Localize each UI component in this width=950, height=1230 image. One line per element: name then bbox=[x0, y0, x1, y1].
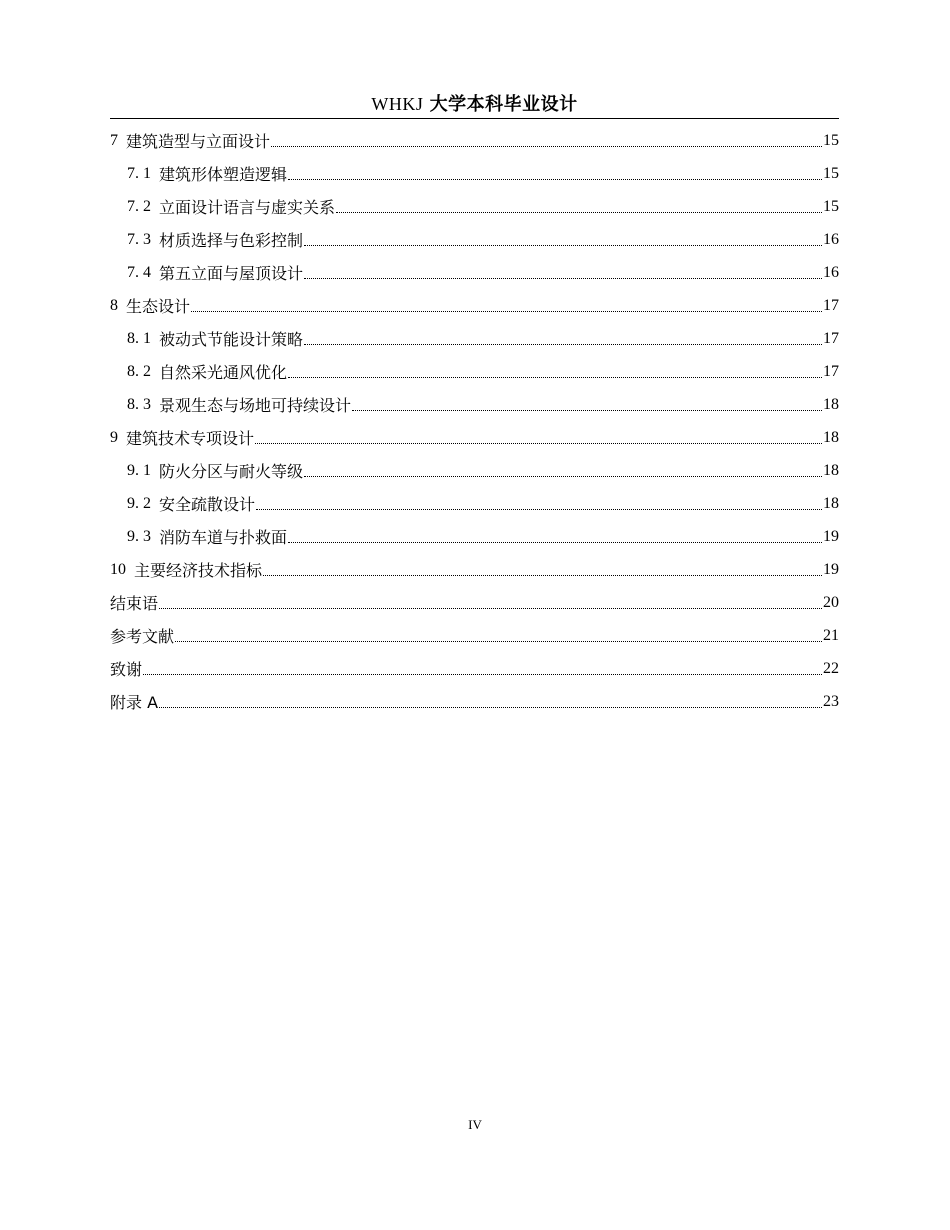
toc-entry[interactable] bbox=[110, 289, 839, 322]
toc-dot-leader bbox=[304, 245, 822, 246]
toc-entry-page: 17 bbox=[823, 362, 839, 380]
toc-entry-page: 18 bbox=[823, 395, 839, 413]
toc-entry[interactable] bbox=[110, 421, 839, 454]
page-header bbox=[110, 90, 839, 119]
header-title-latin: WHKJ bbox=[371, 94, 424, 114]
toc-entry-title: 建筑技术专项设计 bbox=[126, 429, 255, 448]
toc-entry-number: 7. 1 bbox=[127, 164, 151, 182]
toc-entry-title: 生态设计 bbox=[126, 297, 191, 316]
toc-entry-title: 参考文献 bbox=[110, 627, 175, 646]
header-title bbox=[371, 94, 577, 115]
toc-entry-number: 7 bbox=[110, 131, 118, 149]
toc-dot-leader bbox=[255, 443, 822, 444]
toc-dot-leader bbox=[288, 542, 822, 543]
toc-entry[interactable] bbox=[110, 520, 839, 553]
toc-entry-page: 16 bbox=[823, 230, 839, 248]
toc-entry-title: 主要经济技术指标 bbox=[134, 561, 263, 580]
toc-entry-number: 9. 2 bbox=[127, 494, 151, 512]
toc-dot-leader bbox=[304, 476, 822, 477]
toc-dot-leader bbox=[175, 641, 822, 642]
toc-entry[interactable] bbox=[110, 487, 839, 520]
toc-entry-title: 建筑形体塑造逻辑 bbox=[159, 165, 288, 184]
toc-entry[interactable] bbox=[110, 619, 839, 652]
toc-dot-leader bbox=[288, 377, 822, 378]
toc-entry[interactable] bbox=[110, 652, 839, 685]
toc-entry-title: 被动式节能设计策略 bbox=[159, 330, 304, 349]
toc-entry-page: 16 bbox=[823, 263, 839, 281]
toc-entry-page: 18 bbox=[823, 428, 839, 446]
toc-entry-number: 9 bbox=[110, 428, 118, 446]
toc-entry-title: 附录 A bbox=[110, 693, 159, 712]
toc-entry[interactable] bbox=[110, 454, 839, 487]
toc-entry-page: 19 bbox=[823, 560, 839, 578]
toc-dot-leader bbox=[159, 608, 822, 609]
toc-entry-number: 8. 1 bbox=[127, 329, 151, 347]
toc-entry-page: 15 bbox=[823, 164, 839, 182]
toc-entry-title: 建筑造型与立面设计 bbox=[126, 132, 271, 151]
toc-entry[interactable] bbox=[110, 157, 839, 190]
toc-entry[interactable] bbox=[110, 190, 839, 223]
toc-entry-page: 21 bbox=[823, 626, 839, 644]
toc-entry[interactable] bbox=[110, 256, 839, 289]
page-number: IV bbox=[468, 1117, 482, 1132]
toc-entry-title: 结束语 bbox=[110, 594, 159, 613]
toc-entry-number: 8. 3 bbox=[127, 395, 151, 413]
table-of-contents bbox=[110, 124, 839, 718]
toc-entry-number: 7. 2 bbox=[127, 197, 151, 215]
toc-entry-number: 8. 2 bbox=[127, 362, 151, 380]
toc-entry-page: 18 bbox=[823, 494, 839, 512]
toc-entry-title: 景观生态与场地可持续设计 bbox=[159, 396, 352, 415]
toc-entry[interactable] bbox=[110, 586, 839, 619]
header-title-cjk: 大学本科毕业设计 bbox=[429, 94, 578, 115]
toc-entry[interactable] bbox=[110, 124, 839, 157]
toc-dot-leader bbox=[263, 575, 822, 576]
toc-entry-title: 材质选择与色彩控制 bbox=[159, 231, 304, 250]
toc-entry-title: 消防车道与扑救面 bbox=[159, 528, 288, 547]
toc-entry[interactable] bbox=[110, 223, 839, 256]
toc-entry-page: 20 bbox=[823, 593, 839, 611]
toc-entry-title: 第五立面与屋顶设计 bbox=[159, 264, 304, 283]
toc-entry-number: 7. 4 bbox=[127, 263, 151, 281]
toc-entry-page: 18 bbox=[823, 461, 839, 479]
toc-dot-leader bbox=[256, 509, 822, 510]
toc-entry-title: 立面设计语言与虚实关系 bbox=[159, 198, 336, 217]
toc-entry-title: 安全疏散设计 bbox=[159, 495, 256, 514]
toc-dot-leader bbox=[288, 179, 822, 180]
toc-entry-number: 9. 1 bbox=[127, 461, 151, 479]
toc-entry-page: 19 bbox=[823, 527, 839, 545]
toc-dot-leader bbox=[271, 146, 822, 147]
toc-dot-leader bbox=[159, 707, 822, 708]
toc-entry-number: 9. 3 bbox=[127, 527, 151, 545]
toc-entry[interactable] bbox=[110, 685, 839, 718]
toc-entry[interactable] bbox=[110, 355, 839, 388]
toc-entry-page: 15 bbox=[823, 197, 839, 215]
toc-entry-page: 22 bbox=[823, 659, 839, 677]
toc-entry-page: 23 bbox=[823, 692, 839, 710]
toc-entry[interactable] bbox=[110, 388, 839, 421]
toc-dot-leader bbox=[304, 278, 822, 279]
toc-dot-leader bbox=[143, 674, 822, 675]
toc-entry-page: 15 bbox=[823, 131, 839, 149]
toc-entry[interactable] bbox=[110, 553, 839, 586]
toc-entry-title: 致谢 bbox=[110, 660, 143, 679]
toc-entry-title: 防火分区与耐火等级 bbox=[159, 462, 304, 481]
toc-dot-leader bbox=[336, 212, 822, 213]
toc-entry-number: 8 bbox=[110, 296, 118, 314]
toc-entry-number: 7. 3 bbox=[127, 230, 151, 248]
toc-dot-leader bbox=[352, 410, 822, 411]
toc-entry[interactable] bbox=[110, 322, 839, 355]
toc-dot-leader bbox=[191, 311, 822, 312]
toc-entry-page: 17 bbox=[823, 296, 839, 314]
toc-entry-title: 自然采光通风优化 bbox=[159, 363, 288, 382]
toc-entry-number: 10 bbox=[110, 560, 126, 578]
toc-entry-page: 17 bbox=[823, 329, 839, 347]
toc-dot-leader bbox=[304, 344, 822, 345]
